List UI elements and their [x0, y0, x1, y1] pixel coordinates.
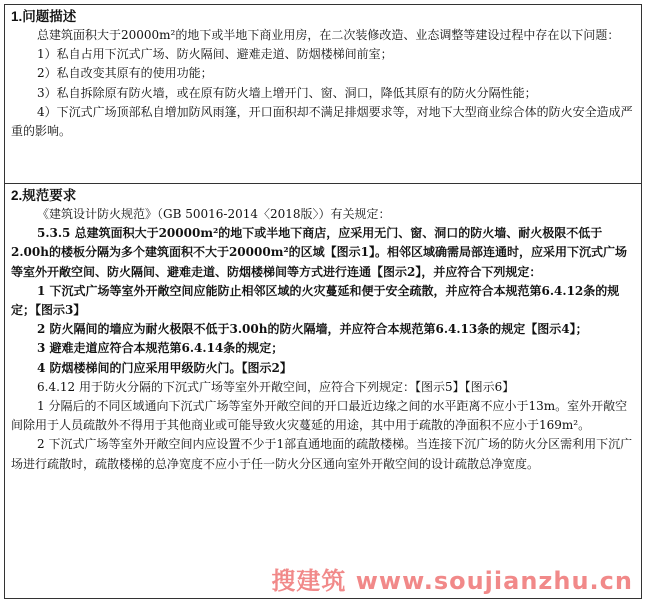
document-table — [4, 4, 642, 599]
watermark: 搜建筑 www.soujianzhu.cn — [271, 567, 633, 595]
problem-item: 4）下沉式广场顶部私自增加防风雨篷，开口面积却不满足排烟要求等，对地下大型商业综合体的防火安全造成严重的影响。 — [11, 104, 633, 139]
requirement-section — [5, 184, 641, 598]
clause-5-3-5-item: 3 避难走道应符合本规范第6.4.14条的规定； — [37, 341, 284, 356]
clause-6-4-12-item: 1 分隔后的不同区域通向下沉式广场等室外开敞空间的开口最近边缘之间的水平距离不应小于13m。室外开敞空间除用于人员疏散外不得用于其他商业或可能导致火灾蔓延的用途，其中用于疏散的净面积不应小于169m²。 — [11, 399, 628, 433]
clause-6-4-12-item: 2 下沉式广场等室外开敞空间内应设置不少于1部直通地面的疏散楼梯。当连接下沉广场的防火分区需利用下沉广场进行疏散时，疏散楼梯的总净宽度不应小于任一防火分区通向室外开敞空间的设计疏散总净宽度。 — [11, 437, 633, 471]
code-reference: 《建筑设计防火规范》（GB 50016-2014〈2018版〉）有关规定： — [37, 207, 391, 221]
problem-title: 1.问题描述 — [11, 9, 77, 24]
clause-5-3-5: 5.3.5 总建筑面积大于20000m²的地下或半地下商店，应采用无门、窗、洞口的防火墙、耐火极限不低于2.00h的楼板分隔为多个建筑面积不大于20000m²的区域【图示1】。相邻区域确需局部连通时，应采用下沉式广场等室外开敞空间、防火隔间、避难走道、防烟楼梯间等方式进行连通【图示2】，并应符合下列规定： — [11, 226, 628, 279]
clause-5-3-5-item: 2 防火隔间的墙应为耐火极限不低于3.00h的防火隔墙，并应符合本规范第6.4.13条的规定【图示4】； — [37, 322, 588, 337]
clause-5-3-5-item: 4 防烟楼梯间的门应采用甲级防火门。【图示2】 — [37, 360, 292, 375]
problem-section — [5, 5, 641, 184]
requirement-title: 2.规范要求 — [11, 188, 77, 203]
problem-item: 3）私自拆除原有防火墙，或在原有防火墙上增开门、窗、洞口，降低其原有的防火分隔性能； — [37, 85, 537, 100]
problem-intro: 总建筑面积大于20000m²的地下或半地下商业用房，在二次装修改造、业态调整等建设过程中存在以下问题： — [37, 28, 620, 42]
clause-5-3-5-item: 1 下沉式广场等室外开敞空间应能防止相邻区域的火灾蔓延和便于安全疏散，并应符合本规范第6.4.12条的规定；【图示3】 — [11, 283, 620, 318]
problem-item: 1）私自占用下沉式广场、防火隔间、避难走道、防烟楼梯间前室； — [37, 47, 393, 62]
problem-item: 2）私自改变其原有的使用功能； — [37, 66, 213, 81]
clause-6-4-12: 6.4.12 用于防火分隔的下沉式广场等室外开敞空间，应符合下列规定：【图示5】【图示6】 — [37, 379, 515, 394]
